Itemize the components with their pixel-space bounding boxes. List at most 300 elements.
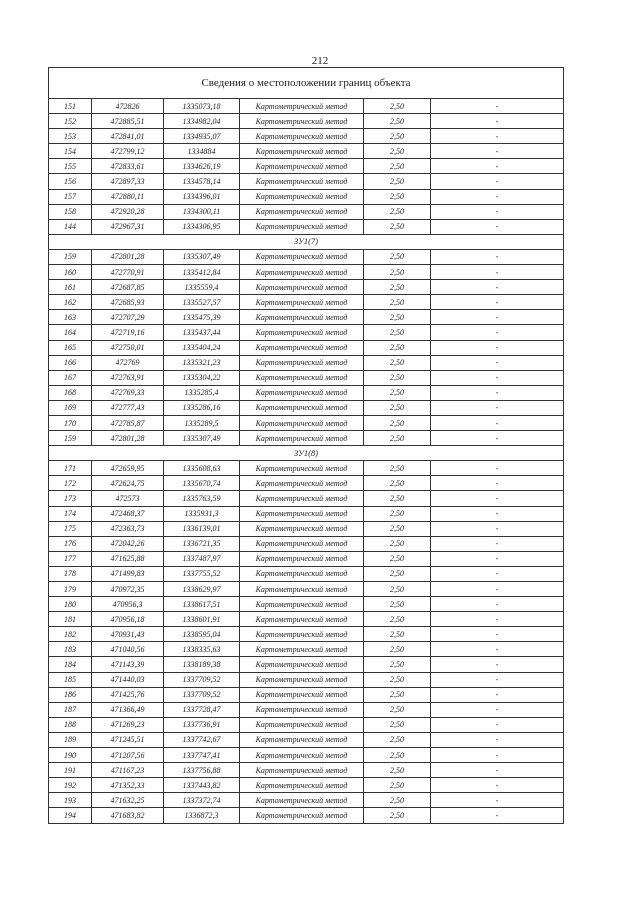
description-cell: - xyxy=(431,717,564,732)
method-cell: Картометрический метод xyxy=(240,778,364,793)
description-cell: - xyxy=(431,808,564,823)
point-number-cell: 174 xyxy=(49,506,92,521)
point-number-cell: 185 xyxy=(49,672,92,687)
method-cell: Картометрический метод xyxy=(240,793,364,808)
accuracy-cell: 2,50 xyxy=(364,370,431,385)
x-coordinate-cell: 472750,01 xyxy=(92,340,164,355)
method-cell: Картометрический метод xyxy=(240,612,364,627)
y-coordinate-cell: 1335527,57 xyxy=(164,295,240,310)
point-number-cell: 156 xyxy=(49,174,92,189)
section-row xyxy=(49,446,564,461)
table-row xyxy=(49,189,564,204)
x-coordinate-cell: 472685,93 xyxy=(92,295,164,310)
y-coordinate-cell: 1334935,07 xyxy=(164,129,240,144)
description-cell: - xyxy=(431,476,564,491)
table-row xyxy=(49,280,564,295)
table-row xyxy=(49,340,564,355)
accuracy-cell: 2,50 xyxy=(364,612,431,627)
y-coordinate-cell: 1335559,4 xyxy=(164,280,240,295)
accuracy-cell: 2,50 xyxy=(364,129,431,144)
table-row xyxy=(49,808,564,823)
point-number-cell: 191 xyxy=(49,763,92,778)
accuracy-cell: 2,50 xyxy=(364,415,431,430)
y-coordinate-cell: 1335289,5 xyxy=(164,415,240,430)
point-number-cell: 158 xyxy=(49,204,92,219)
x-coordinate-cell: 471499,83 xyxy=(92,566,164,581)
y-coordinate-cell: 1335608,63 xyxy=(164,461,240,476)
method-cell: Картометрический метод xyxy=(240,431,364,446)
x-coordinate-cell: 470956,3 xyxy=(92,597,164,612)
table-row xyxy=(49,415,564,430)
table-row xyxy=(49,612,564,627)
page-number: 212 xyxy=(311,55,329,67)
x-coordinate-cell: 470956,18 xyxy=(92,612,164,627)
accuracy-cell: 2,50 xyxy=(364,114,431,129)
y-coordinate-cell: 1334982,04 xyxy=(164,114,240,129)
point-number-cell: 172 xyxy=(49,476,92,491)
accuracy-cell: 2,50 xyxy=(364,582,431,597)
table-row xyxy=(49,129,564,144)
boundary-table xyxy=(48,67,564,824)
x-coordinate-cell: 472801,28 xyxy=(92,431,164,446)
point-number-cell: 180 xyxy=(49,597,92,612)
point-number-cell: 168 xyxy=(49,385,92,400)
description-cell: - xyxy=(431,566,564,581)
boundary-table-body xyxy=(49,68,564,824)
y-coordinate-cell: 1334884 xyxy=(164,144,240,159)
x-coordinate-cell: 470972,35 xyxy=(92,582,164,597)
point-number-cell: 173 xyxy=(49,491,92,506)
y-coordinate-cell: 1337709,52 xyxy=(164,672,240,687)
description-cell: - xyxy=(431,249,564,264)
x-coordinate-cell: 471040,56 xyxy=(92,642,164,657)
description-cell: - xyxy=(431,265,564,280)
point-number-cell: 159 xyxy=(49,249,92,264)
table-row xyxy=(49,566,564,581)
table-row xyxy=(49,642,564,657)
table-title: Сведения о местоположении границ объекта xyxy=(49,68,564,99)
point-number-cell: 178 xyxy=(49,566,92,581)
description-cell: - xyxy=(431,144,564,159)
accuracy-cell: 2,50 xyxy=(364,219,431,234)
description-cell: - xyxy=(431,793,564,808)
accuracy-cell: 2,50 xyxy=(364,778,431,793)
point-number-cell: 187 xyxy=(49,702,92,717)
title-row xyxy=(49,68,564,99)
y-coordinate-cell: 1335670,74 xyxy=(164,476,240,491)
x-coordinate-cell: 472769 xyxy=(92,355,164,370)
x-coordinate-cell: 472777,43 xyxy=(92,400,164,415)
accuracy-cell: 2,50 xyxy=(364,566,431,581)
description-cell: - xyxy=(431,536,564,551)
description-cell: - xyxy=(431,400,564,415)
table-row xyxy=(49,295,564,310)
x-coordinate-cell: 472799,12 xyxy=(92,144,164,159)
method-cell: Картометрический метод xyxy=(240,355,364,370)
point-number-cell: 171 xyxy=(49,461,92,476)
accuracy-cell: 2,50 xyxy=(364,763,431,778)
method-cell: Картометрический метод xyxy=(240,582,364,597)
table-row xyxy=(49,672,564,687)
accuracy-cell: 2,50 xyxy=(364,597,431,612)
method-cell: Картометрический метод xyxy=(240,597,364,612)
y-coordinate-cell: 1337728,47 xyxy=(164,702,240,717)
method-cell: Картометрический метод xyxy=(240,385,364,400)
y-coordinate-cell: 1335286,16 xyxy=(164,400,240,415)
description-cell: - xyxy=(431,99,564,114)
accuracy-cell: 2,50 xyxy=(364,702,431,717)
y-coordinate-cell: 1336872,3 xyxy=(164,808,240,823)
accuracy-cell: 2,50 xyxy=(364,280,431,295)
table-row xyxy=(49,385,564,400)
y-coordinate-cell: 1335285,4 xyxy=(164,385,240,400)
point-number-cell: 152 xyxy=(49,114,92,129)
table-row xyxy=(49,506,564,521)
accuracy-cell: 2,50 xyxy=(364,355,431,370)
x-coordinate-cell: 471425,76 xyxy=(92,687,164,702)
accuracy-cell: 2,50 xyxy=(364,642,431,657)
point-number-cell: 170 xyxy=(49,415,92,430)
method-cell: Картометрический метод xyxy=(240,159,364,174)
table-row xyxy=(49,763,564,778)
method-cell: Картометрический метод xyxy=(240,476,364,491)
x-coordinate-cell: 471440,03 xyxy=(92,672,164,687)
point-number-cell: 154 xyxy=(49,144,92,159)
method-cell: Картометрический метод xyxy=(240,521,364,536)
y-coordinate-cell: 1334626,19 xyxy=(164,159,240,174)
point-number-cell: 166 xyxy=(49,355,92,370)
point-number-cell: 190 xyxy=(49,748,92,763)
y-coordinate-cell: 1335073,18 xyxy=(164,99,240,114)
table-row xyxy=(49,114,564,129)
x-coordinate-cell: 472967,31 xyxy=(92,219,164,234)
accuracy-cell: 2,50 xyxy=(364,687,431,702)
description-cell: - xyxy=(431,310,564,325)
method-cell: Картометрический метод xyxy=(240,99,364,114)
point-number-cell: 163 xyxy=(49,310,92,325)
y-coordinate-cell: 1335404,24 xyxy=(164,340,240,355)
y-coordinate-cell: 1334578,14 xyxy=(164,174,240,189)
accuracy-cell: 2,50 xyxy=(364,657,431,672)
x-coordinate-cell: 471352,33 xyxy=(92,778,164,793)
description-cell: - xyxy=(431,385,564,400)
y-coordinate-cell: 1336139,01 xyxy=(164,521,240,536)
point-number-cell: 144 xyxy=(49,219,92,234)
accuracy-cell: 2,50 xyxy=(364,476,431,491)
method-cell: Картометрический метод xyxy=(240,144,364,159)
point-number-cell: 186 xyxy=(49,687,92,702)
x-coordinate-cell: 472897,33 xyxy=(92,174,164,189)
accuracy-cell: 2,50 xyxy=(364,325,431,340)
description-cell: - xyxy=(431,657,564,672)
point-number-cell: 188 xyxy=(49,717,92,732)
x-coordinate-cell: 471207,56 xyxy=(92,748,164,763)
table-row xyxy=(49,461,564,476)
x-coordinate-cell: 471143,39 xyxy=(92,657,164,672)
x-coordinate-cell: 471683,82 xyxy=(92,808,164,823)
section-label: ЗУ1(7) xyxy=(49,234,564,249)
x-coordinate-cell: 471245,51 xyxy=(92,732,164,747)
y-coordinate-cell: 1334300,11 xyxy=(164,204,240,219)
point-number-cell: 175 xyxy=(49,521,92,536)
description-cell: - xyxy=(431,597,564,612)
point-number-cell: 153 xyxy=(49,129,92,144)
x-coordinate-cell: 472624,75 xyxy=(92,476,164,491)
point-number-cell: 169 xyxy=(49,400,92,415)
point-number-cell: 151 xyxy=(49,99,92,114)
accuracy-cell: 2,50 xyxy=(364,717,431,732)
accuracy-cell: 2,50 xyxy=(364,536,431,551)
method-cell: Картометрический метод xyxy=(240,129,364,144)
accuracy-cell: 2,50 xyxy=(364,793,431,808)
x-coordinate-cell: 472920,28 xyxy=(92,204,164,219)
x-coordinate-cell: 472841,01 xyxy=(92,129,164,144)
description-cell: - xyxy=(431,748,564,763)
section-row xyxy=(49,234,564,249)
accuracy-cell: 2,50 xyxy=(364,159,431,174)
y-coordinate-cell: 1337709,52 xyxy=(164,687,240,702)
table-row xyxy=(49,431,564,446)
description-cell: - xyxy=(431,370,564,385)
accuracy-cell: 2,50 xyxy=(364,340,431,355)
table-row xyxy=(49,144,564,159)
accuracy-cell: 2,50 xyxy=(364,99,431,114)
description-cell: - xyxy=(431,521,564,536)
description-cell: - xyxy=(431,702,564,717)
point-number-cell: 182 xyxy=(49,627,92,642)
method-cell: Картометрический метод xyxy=(240,219,364,234)
table-row xyxy=(49,219,564,234)
accuracy-cell: 2,50 xyxy=(364,672,431,687)
point-number-cell: 177 xyxy=(49,551,92,566)
point-number-cell: 176 xyxy=(49,536,92,551)
y-coordinate-cell: 1337755,52 xyxy=(164,566,240,581)
table-row xyxy=(49,551,564,566)
description-cell: - xyxy=(431,506,564,521)
description-cell: - xyxy=(431,551,564,566)
description-cell: - xyxy=(431,325,564,340)
accuracy-cell: 2,50 xyxy=(364,204,431,219)
description-cell: - xyxy=(431,461,564,476)
x-coordinate-cell: 472707,29 xyxy=(92,310,164,325)
description-cell: - xyxy=(431,763,564,778)
x-coordinate-cell: 470931,43 xyxy=(92,627,164,642)
description-cell: - xyxy=(431,204,564,219)
table-row xyxy=(49,597,564,612)
y-coordinate-cell: 1337736,91 xyxy=(164,717,240,732)
method-cell: Картометрический метод xyxy=(240,461,364,476)
description-cell: - xyxy=(431,778,564,793)
description-cell: - xyxy=(431,642,564,657)
y-coordinate-cell: 1337756,88 xyxy=(164,763,240,778)
method-cell: Картометрический метод xyxy=(240,808,364,823)
description-cell: - xyxy=(431,491,564,506)
y-coordinate-cell: 1338189,38 xyxy=(164,657,240,672)
y-coordinate-cell: 1338595,04 xyxy=(164,627,240,642)
x-coordinate-cell: 472719,16 xyxy=(92,325,164,340)
table-row xyxy=(49,778,564,793)
description-cell: - xyxy=(431,174,564,189)
x-coordinate-cell: 472770,91 xyxy=(92,265,164,280)
description-cell: - xyxy=(431,280,564,295)
table-row xyxy=(49,265,564,280)
y-coordinate-cell: 1335437,44 xyxy=(164,325,240,340)
x-coordinate-cell: 472785,87 xyxy=(92,415,164,430)
table-row xyxy=(49,627,564,642)
method-cell: Картометрический метод xyxy=(240,249,364,264)
point-number-cell: 189 xyxy=(49,732,92,747)
x-coordinate-cell: 471269,23 xyxy=(92,717,164,732)
method-cell: Картометрический метод xyxy=(240,748,364,763)
accuracy-cell: 2,50 xyxy=(364,144,431,159)
description-cell: - xyxy=(431,415,564,430)
y-coordinate-cell: 1335931,3 xyxy=(164,506,240,521)
y-coordinate-cell: 1336721,35 xyxy=(164,536,240,551)
description-cell: - xyxy=(431,687,564,702)
point-number-cell: 160 xyxy=(49,265,92,280)
table-row xyxy=(49,174,564,189)
method-cell: Картометрический метод xyxy=(240,642,364,657)
accuracy-cell: 2,50 xyxy=(364,521,431,536)
method-cell: Картометрический метод xyxy=(240,280,364,295)
point-number-cell: 165 xyxy=(49,340,92,355)
method-cell: Картометрический метод xyxy=(240,114,364,129)
table-row xyxy=(49,687,564,702)
y-coordinate-cell: 1335763,59 xyxy=(164,491,240,506)
table-row xyxy=(49,204,564,219)
description-cell: - xyxy=(431,340,564,355)
table-row xyxy=(49,582,564,597)
point-number-cell: 159 xyxy=(49,431,92,446)
point-number-cell: 164 xyxy=(49,325,92,340)
point-number-cell: 192 xyxy=(49,778,92,793)
y-coordinate-cell: 1337372,74 xyxy=(164,793,240,808)
point-number-cell: 179 xyxy=(49,582,92,597)
description-cell: - xyxy=(431,219,564,234)
method-cell: Картометрический метод xyxy=(240,566,364,581)
table-row xyxy=(49,536,564,551)
point-number-cell: 167 xyxy=(49,370,92,385)
table-row xyxy=(49,400,564,415)
table-row xyxy=(49,310,564,325)
accuracy-cell: 2,50 xyxy=(364,506,431,521)
y-coordinate-cell: 1335304,22 xyxy=(164,370,240,385)
x-coordinate-cell: 472769,33 xyxy=(92,385,164,400)
y-coordinate-cell: 1335412,84 xyxy=(164,265,240,280)
method-cell: Картометрический метод xyxy=(240,657,364,672)
accuracy-cell: 2,50 xyxy=(364,265,431,280)
accuracy-cell: 2,50 xyxy=(364,400,431,415)
method-cell: Картометрический метод xyxy=(240,189,364,204)
accuracy-cell: 2,50 xyxy=(364,295,431,310)
point-number-cell: 162 xyxy=(49,295,92,310)
accuracy-cell: 2,50 xyxy=(364,310,431,325)
table-row xyxy=(49,717,564,732)
accuracy-cell: 2,50 xyxy=(364,431,431,446)
method-cell: Картометрический метод xyxy=(240,672,364,687)
method-cell: Картометрический метод xyxy=(240,506,364,521)
method-cell: Картометрический метод xyxy=(240,400,364,415)
x-coordinate-cell: 472659,95 xyxy=(92,461,164,476)
point-number-cell: 161 xyxy=(49,280,92,295)
accuracy-cell: 2,50 xyxy=(364,627,431,642)
point-number-cell: 155 xyxy=(49,159,92,174)
table-row xyxy=(49,476,564,491)
method-cell: Картометрический метод xyxy=(240,687,364,702)
table-row xyxy=(49,521,564,536)
accuracy-cell: 2,50 xyxy=(364,808,431,823)
accuracy-cell: 2,50 xyxy=(364,551,431,566)
x-coordinate-cell: 472468,37 xyxy=(92,506,164,521)
description-cell: - xyxy=(431,355,564,370)
method-cell: Картометрический метод xyxy=(240,174,364,189)
section-label: ЗУ1(8) xyxy=(49,446,564,461)
y-coordinate-cell: 1334396,01 xyxy=(164,189,240,204)
y-coordinate-cell: 1337487,97 xyxy=(164,551,240,566)
description-cell: - xyxy=(431,189,564,204)
point-number-cell: 184 xyxy=(49,657,92,672)
table-row xyxy=(49,491,564,506)
table-row xyxy=(49,657,564,672)
method-cell: Картометрический метод xyxy=(240,702,364,717)
description-cell: - xyxy=(431,114,564,129)
accuracy-cell: 2,50 xyxy=(364,732,431,747)
table-row xyxy=(49,325,564,340)
table-row xyxy=(49,370,564,385)
description-cell: - xyxy=(431,159,564,174)
method-cell: Картометрический метод xyxy=(240,310,364,325)
x-coordinate-cell: 471167,23 xyxy=(92,763,164,778)
method-cell: Картометрический метод xyxy=(240,204,364,219)
y-coordinate-cell: 1337747,41 xyxy=(164,748,240,763)
accuracy-cell: 2,50 xyxy=(364,491,431,506)
method-cell: Картометрический метод xyxy=(240,763,364,778)
point-number-cell: 193 xyxy=(49,793,92,808)
method-cell: Картометрический метод xyxy=(240,370,364,385)
y-coordinate-cell: 1335321,23 xyxy=(164,355,240,370)
method-cell: Картометрический метод xyxy=(240,551,364,566)
x-coordinate-cell: 471625,88 xyxy=(92,551,164,566)
x-coordinate-cell: 472363,73 xyxy=(92,521,164,536)
accuracy-cell: 2,50 xyxy=(364,461,431,476)
description-cell: - xyxy=(431,732,564,747)
method-cell: Картометрический метод xyxy=(240,491,364,506)
table-row xyxy=(49,793,564,808)
accuracy-cell: 2,50 xyxy=(364,189,431,204)
method-cell: Картометрический метод xyxy=(240,295,364,310)
description-cell: - xyxy=(431,295,564,310)
y-coordinate-cell: 1334306,95 xyxy=(164,219,240,234)
accuracy-cell: 2,50 xyxy=(364,385,431,400)
point-number-cell: 183 xyxy=(49,642,92,657)
y-coordinate-cell: 1337742,67 xyxy=(164,732,240,747)
y-coordinate-cell: 1338629,97 xyxy=(164,582,240,597)
x-coordinate-cell: 472687,85 xyxy=(92,280,164,295)
y-coordinate-cell: 1338335,63 xyxy=(164,642,240,657)
x-coordinate-cell: 472833,61 xyxy=(92,159,164,174)
method-cell: Картометрический метод xyxy=(240,732,364,747)
table-row xyxy=(49,159,564,174)
x-coordinate-cell: 472801,28 xyxy=(92,249,164,264)
table-row xyxy=(49,702,564,717)
y-coordinate-cell: 1338601,91 xyxy=(164,612,240,627)
x-coordinate-cell: 472763,91 xyxy=(92,370,164,385)
method-cell: Картометрический метод xyxy=(240,536,364,551)
point-number-cell: 194 xyxy=(49,808,92,823)
table-row xyxy=(49,732,564,747)
description-cell: - xyxy=(431,627,564,642)
x-coordinate-cell: 471366,49 xyxy=(92,702,164,717)
